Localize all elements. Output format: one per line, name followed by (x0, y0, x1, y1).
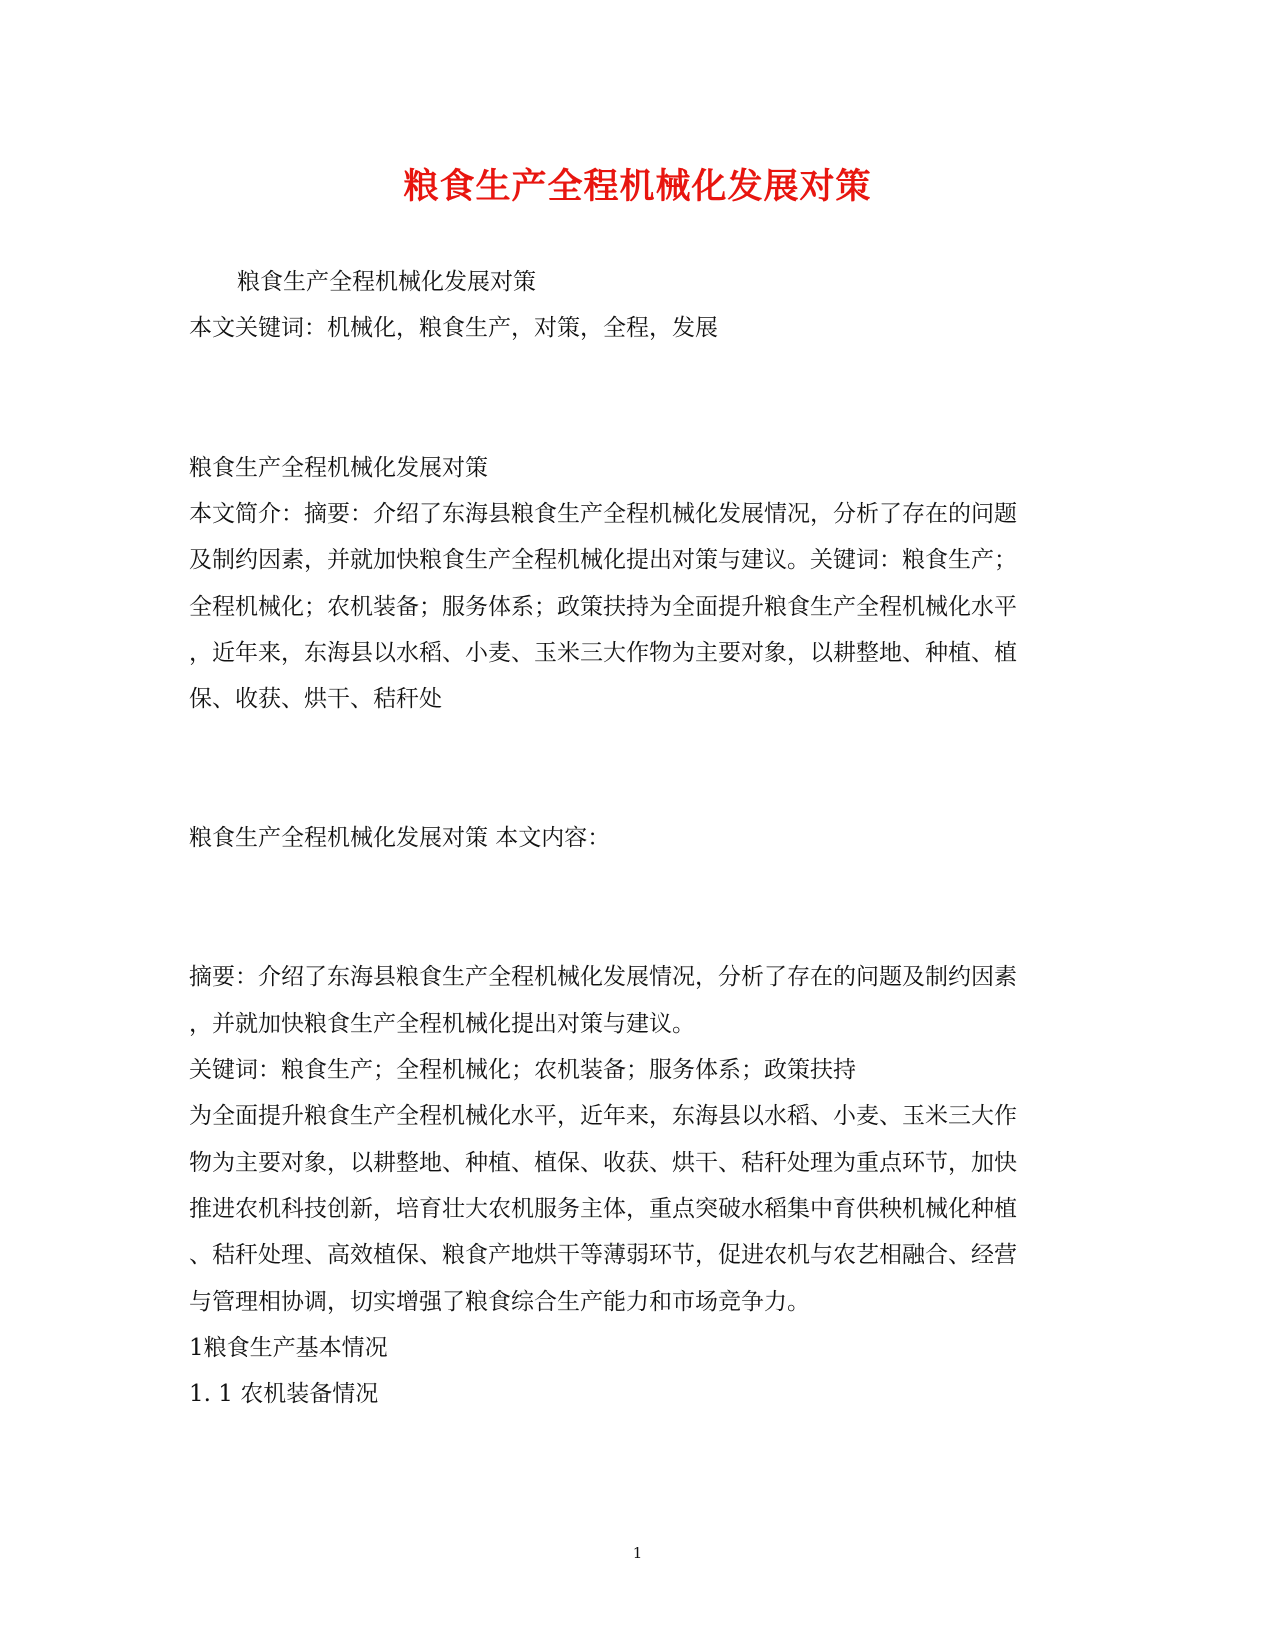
document-title: 粮食生产全程机械化发展对策 (403, 166, 872, 207)
summary-line: 全程机械化；农机装备；服务体系；政策扶持为全面提升粮食生产全程机械化水平 (189, 594, 1017, 620)
summary-line: 本文简介：摘要：介绍了东海县粮食生产全程机械化发展情况，分析了存在的问题 (189, 501, 1017, 527)
summary-line: 及制约因素，并就加快粮食生产全程机械化提出对策与建议。关键词：粮食生产； (189, 547, 1017, 573)
abstract-line: 摘要：介绍了东海县粮食生产全程机械化发展情况，分析了存在的问题及制约因素 (189, 964, 1017, 990)
section-heading-1: 1粮食生产基本情况 (189, 1335, 388, 1361)
body-line: 、秸秆处理、高效植保、粮食产地烘干等薄弱环节，促进农机与农艺相融合、经营 (189, 1242, 1017, 1268)
page-number: 1 (632, 1544, 643, 1562)
subtitle-line: 粮食生产全程机械化发展对策 (237, 269, 536, 295)
body-line: 推进农机科技创新，培育壮大农机服务主体，重点突破水稻集中育供秧机械化种植 (189, 1196, 1017, 1222)
content-heading: 粮食生产全程机械化发展对策 本文内容： (189, 825, 611, 851)
body-line: 与管理相协调，切实增强了粮食综合生产能力和市场竞争力。 (189, 1289, 810, 1315)
summary-line: ，近年来，东海县以水稻、小麦、玉米三大作物为主要对象，以耕整地、种植、植 (189, 640, 1017, 666)
body-line: 物为主要对象，以耕整地、种植、植保、收获、烘干、秸秆处理为重点环节，加快 (189, 1150, 1017, 1176)
body-line: 为全面提升粮食生产全程机械化水平，近年来，东海县以水稻、小麦、玉米三大作 (189, 1103, 1017, 1129)
keywords-line: 本文关键词：机械化，粮食生产，对策，全程，发展 (189, 315, 718, 341)
section-heading-1-1: 1. 1 农机装备情况 (189, 1381, 379, 1407)
summary-line: 保、收获、烘干、秸秆处 (189, 686, 442, 712)
abstract-line: ，并就加快粮食生产全程机械化提出对策与建议。 (189, 1011, 695, 1037)
keywords-paragraph: 关键词：粮食生产；全程机械化；农机装备；服务体系；政策扶持 (189, 1057, 856, 1083)
summary-heading: 粮食生产全程机械化发展对策 (189, 455, 488, 481)
